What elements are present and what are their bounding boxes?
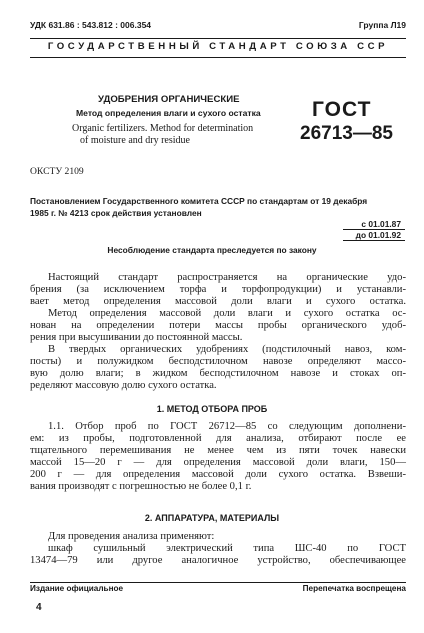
page-number: 4 — [36, 602, 42, 613]
subtitle-ru: Метод определения влаги и сухого остатка — [76, 108, 261, 118]
okstu-code: ОКСТУ 2109 — [30, 166, 84, 177]
intro-paragraph-2 — [30, 308, 406, 344]
validity-from: с 01.01.87 — [361, 219, 401, 229]
title-en-line2: of moisture and dry residue — [80, 135, 190, 146]
text-line: Метод определения массовой доли влаги и сухого остатка ос- — [48, 308, 406, 319]
intro-paragraph-1 — [30, 272, 406, 308]
footer-official-edition: Издание официальное — [30, 584, 124, 593]
text-line: тщательного перемешивания не менее чем из пяти точек навески — [30, 445, 406, 457]
text-line: шкаф сушильный электрический типа ШС-40 по ГОСТ — [48, 543, 406, 555]
text-line: 200 г — для определения массовой доли сухого остатка. Взвеши- — [30, 469, 406, 481]
text-line: вает метод определения массовой доли влаги и сухого остатка. — [30, 296, 406, 308]
standard-banner: ГОСУДАРСТВЕННЫЙ СТАНДАРТ СОЮЗА ССР — [47, 41, 389, 52]
text-line: брения (за исключением торфа и торфопродукции) и устанавли- — [30, 284, 406, 296]
text-line: ределяют массовую долю сухого остатка. — [30, 380, 217, 392]
section-1-paragraph — [30, 421, 406, 494]
footer-reprint-prohibited: Перепечатка воспрещена — [302, 584, 406, 593]
intro-paragraph-3 — [30, 344, 406, 392]
validity-to: до 01.01.92 — [355, 230, 401, 240]
validity-rule-2 — [343, 240, 405, 241]
text-line: массой 15—20 г — для определения массовой доли влаги, 150— — [30, 457, 406, 469]
text-line: посты) и полужидком бесподстилочном навозе определяют массо- — [30, 356, 406, 368]
header-rule-top — [30, 38, 406, 39]
decree-line1: Постановлением Государственного комитета СССР по стандартам от 19 декабря — [30, 196, 368, 206]
text-line: вую долю влаги; в жидком бесподстилочном навозе и стоках оп- — [30, 368, 406, 380]
header-rule-bottom — [30, 57, 406, 58]
gost-number: 26713—85 — [300, 123, 393, 144]
text-line: Для проведения анализа применяют: — [48, 531, 215, 542]
decree-line2: 1985 г. № 4213 срок действия установлен — [30, 208, 202, 218]
title-ru: УДОБРЕНИЯ ОРГАНИЧЕСКИЕ — [98, 94, 240, 105]
text-line: Настоящий стандарт распространяется на органические удо- — [48, 272, 406, 283]
text-line: В твердых органических удобрениях (подстилочный навоз, ком- — [48, 344, 406, 355]
gost-label: ГОСТ — [312, 98, 372, 121]
udk-code: УДК 631.86 : 543.812 : 006.354 — [30, 20, 152, 30]
title-en-line1: Organic fertilizers. Method for determination — [72, 123, 254, 134]
text-line: нован на определении потери массы пробы органического удоб- — [30, 320, 406, 332]
section-2-paragraph — [30, 531, 406, 567]
group-code: Группа Л19 — [358, 20, 406, 30]
text-line: вания производят с погрешностью не более 0,1 г. — [30, 481, 252, 493]
section-2-heading: 2. АППАРАТУРА, МАТЕРИАЛЫ — [144, 513, 280, 523]
footer-rule — [30, 582, 406, 583]
legal-warning: Несоблюдение стандарта преследуется по закону — [107, 245, 317, 255]
text-line: рения при высушивании до постоянной массы. — [30, 332, 243, 344]
text-line: ем: из пробы, подготовленной для анализа, отбирают после ее — [30, 433, 406, 445]
text-line: 1.1. Отбор проб по ГОСТ 26712—85 со следующим дополнени- — [48, 421, 406, 432]
section-1-heading: 1. МЕТОД ОТБОРА ПРОБ — [156, 404, 268, 414]
text-line: 13474—79 или другое аналогичное устройство, обеспечивающее — [30, 555, 406, 567]
